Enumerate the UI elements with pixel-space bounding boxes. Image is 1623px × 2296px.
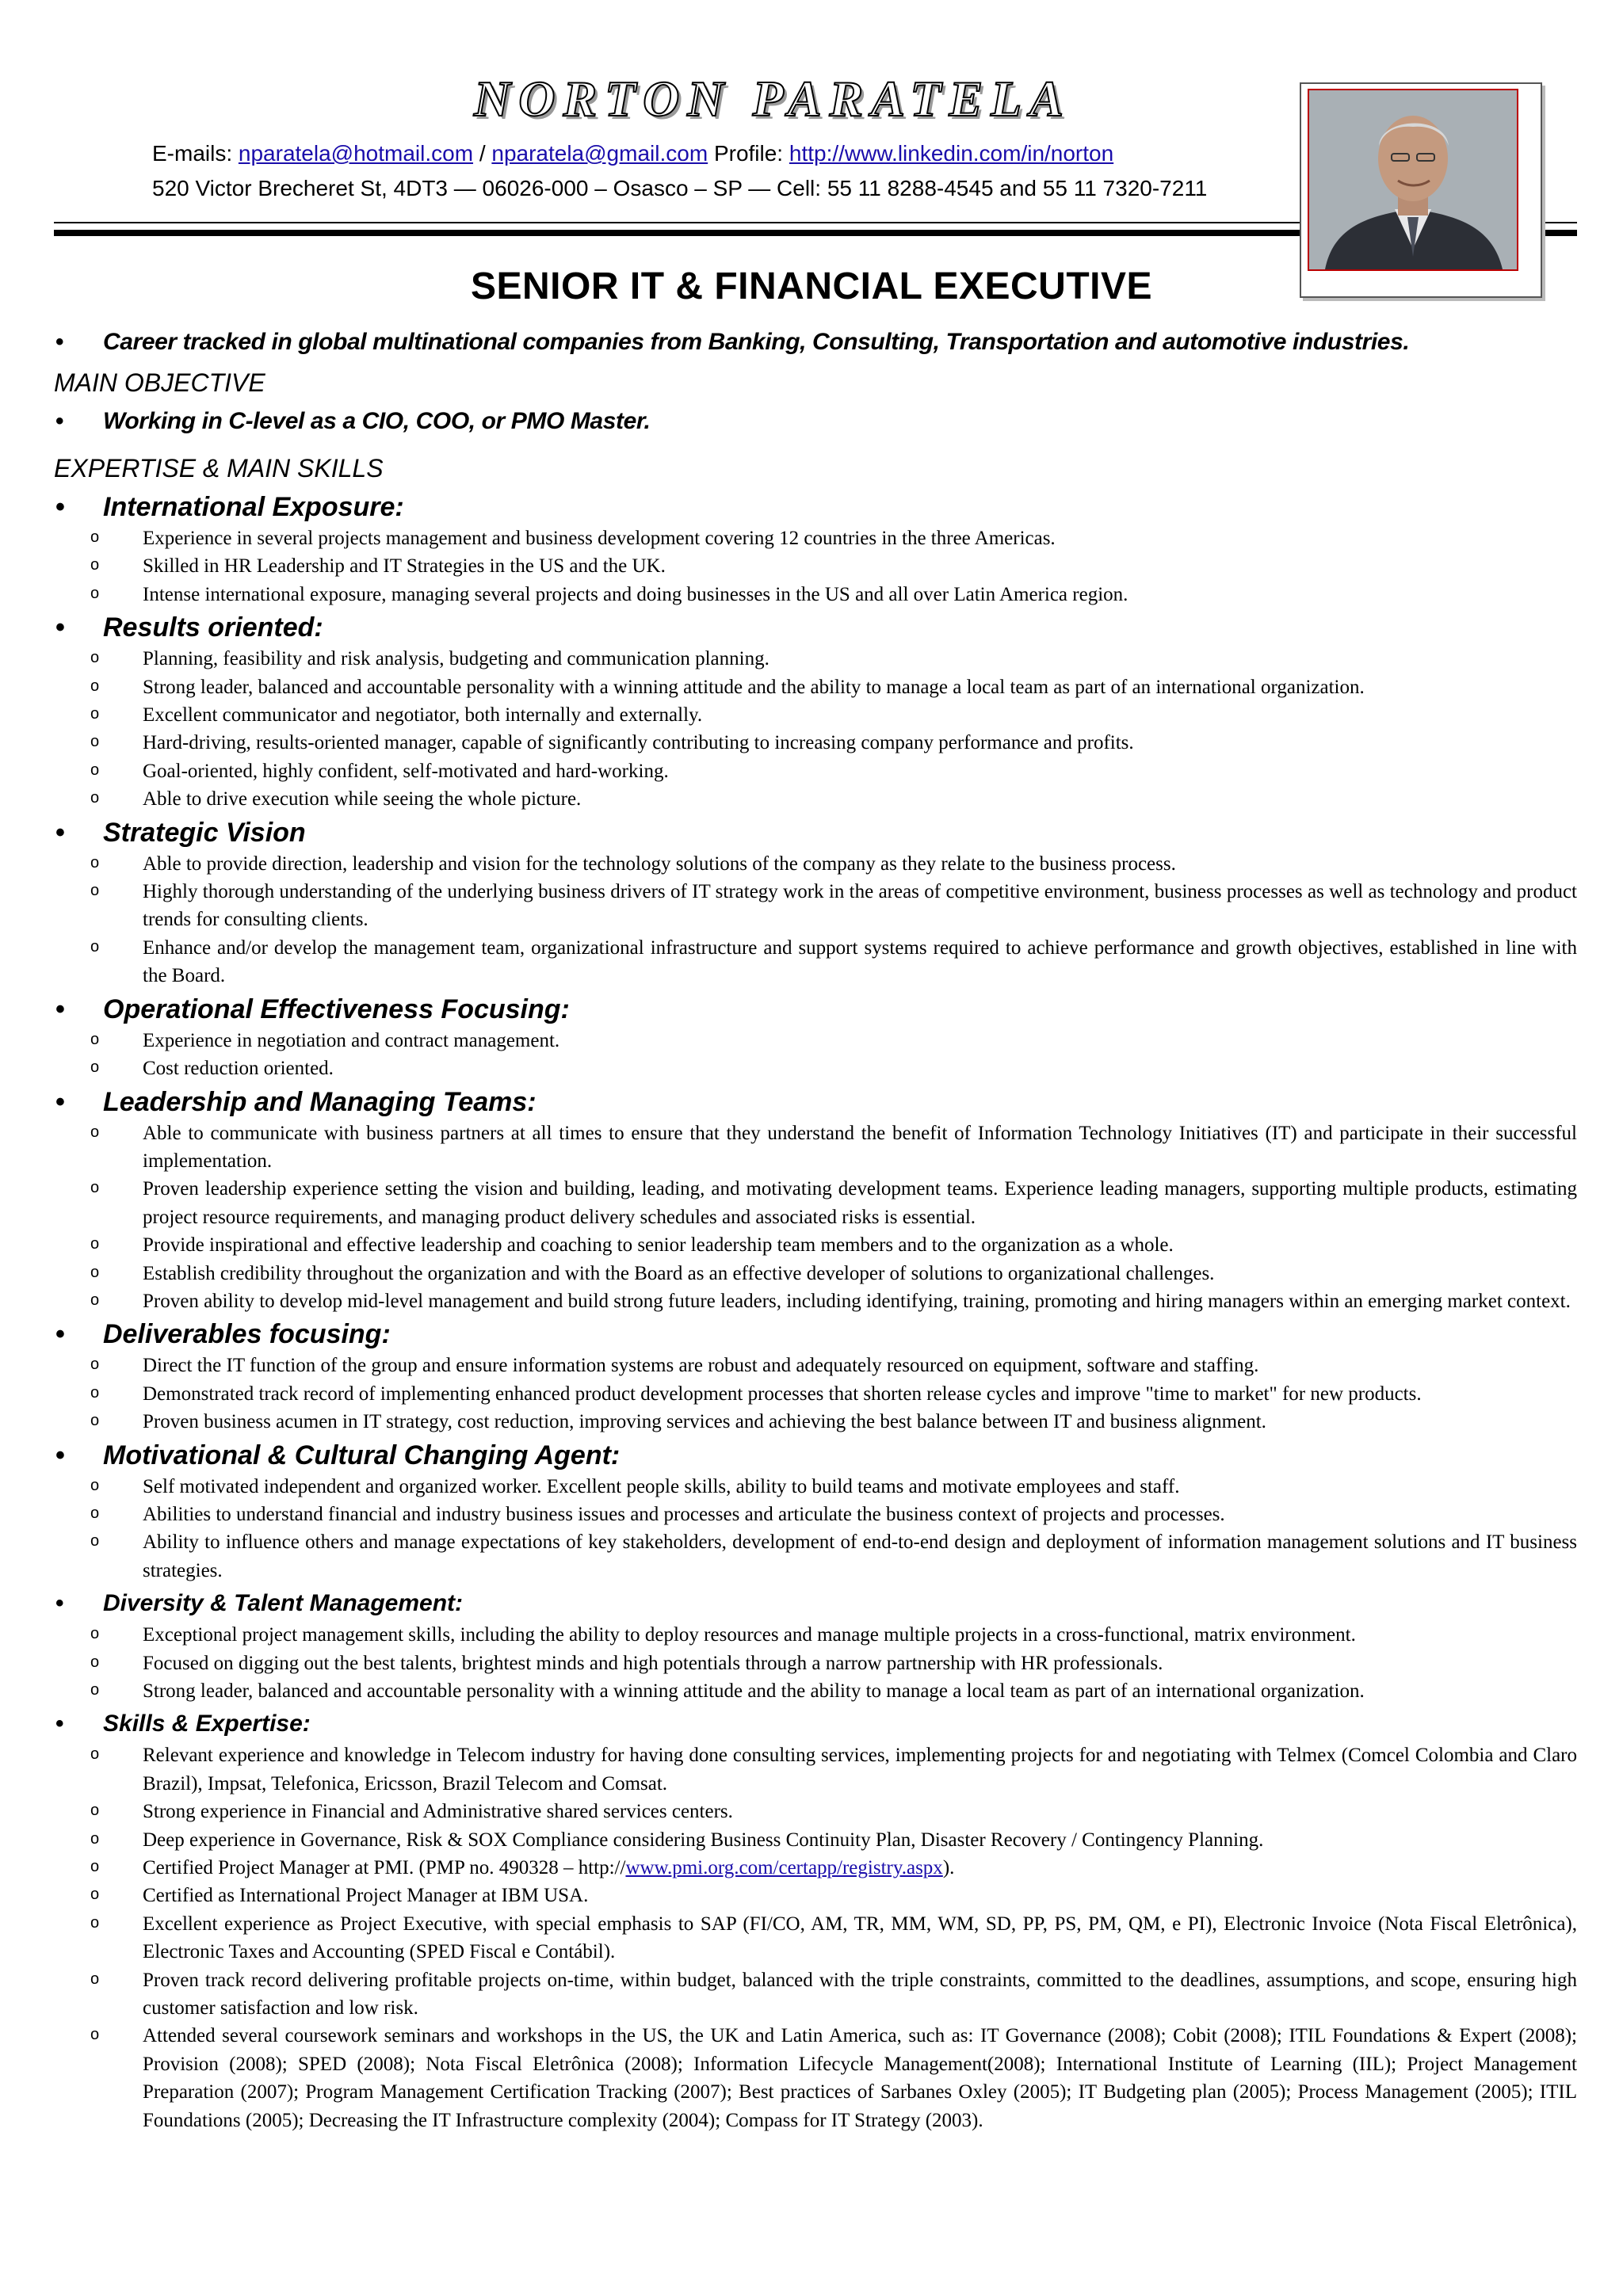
list-item: o Relevant experience and knowledge in Telecom industry for having done consulting services, implementing projects for and negotiating with Telmex (Comcel Colombia and Claro Brazil), Impsat, Telefonica, Ericsson, Brazil Telecom and Comsat. [54,1741,1577,1798]
bullet-icon: • [55,817,65,848]
list-item: o Cost reduction oriented. [54,1055,1577,1082]
item-list [54,1741,1577,2134]
section-deliverables [54,1317,1577,1436]
section-diversity [54,1586,1577,1705]
section-motivational [54,1438,1577,1585]
list-item: o Demonstrated track record of implementing enhanced product development processes that shorten release cycles and improve "time to market" for new products. [54,1380,1577,1408]
list-item: o Proven ability to develop mid-level management and build strong future leaders, including identifying, training, promoting and hiring managers within an emerging market context. [54,1287,1577,1315]
list-item: o Strong leader, balanced and accountable personality with a winning attitude and the ability to manage a local team as part of an international organization. [54,1677,1577,1705]
career-summary-text: Career tracked in global multinational companies from Banking, Consulting, Transportation and automotive industries. [103,329,1410,355]
pmi-registry-link[interactable]: www.pmi.org.com/certapp/registry.aspx [625,1857,943,1879]
portrait-image [1308,89,1518,271]
email-link-hotmail[interactable]: nparatela@hotmail.com [238,141,474,166]
bullet-icon: • [55,1319,65,1350]
objective-text: Working in C-level as a CIO, COO, or PMO Master. [103,408,651,434]
list-item: o Able to communicate with business partners at all times to ensure that they understand the benefit of Information Technology Initiatives (IT) and participate in their successful implementation. [54,1119,1577,1176]
list-item: o Strong leader, balanced and accountable personality with a winning attitude and the ability to manage a local team as part of an international organization. [54,673,1577,701]
section-operational-effectiveness [54,992,1577,1083]
bullet-icon: • [55,329,64,355]
item-list [54,524,1577,608]
profile-label: Profile: [713,141,784,166]
list-item: o Focused on digging out the best talents, brightest minds and high potentials through a narrow partnership with HR professionals. [54,1650,1577,1677]
list-item: o Excellent communicator and negotiator, both internally and externally. [54,701,1577,729]
list-item: o Able to provide direction, leadership and vision for the technology solutions of the company as they relate to the business process. [54,850,1577,878]
section-title: • Skills & Expertise: [54,1707,1577,1741]
list-item: o Establish credibility throughout the organization and with the Board as an effective developer of solutions to organizational challenges. [54,1260,1577,1287]
section-results-oriented [54,610,1577,813]
expertise-heading: EXPERTISE & MAIN SKILLS [54,454,384,482]
bullet-icon: • [55,612,65,643]
resume-body [54,325,1577,2134]
list-item: o Attended several coursework seminars and workshops in the US, the UK and Latin America, such as: IT Governance (2008); Cobit (2008); ITIL Foundations & Expert (2008); Provision (2008); SPED (2008); Nota Fiscal Eletrônica (2008); Information Lifecycle Management(2008); International Institute of Learning (IIL); Project Management Preparation (2007); Program Management Certification Tracking (2007); Best practices of Sarbanes Oxley (2005); IT Budgeting plan (2005); Process Management (2005); ITIL Foundations (2005); Decreasing the IT Infrastructure complexity (2004); Compass for IT Strategy (2003). [54,2022,1577,2134]
section-strategic-vision [54,815,1577,990]
list-item: o Proven track record delivering profitable projects on-time, within budget, balanced with the triple constraints, committed to the deadlines, assumptions, and scope, ensuring high customer satisfaction and low risk. [54,1966,1577,2023]
item-list [54,1119,1577,1316]
bullet-icon: • [55,1590,64,1617]
list-item: o Deep experience in Governance, Risk & SOX Compliance considering Business Continuity Plan, Disaster Recovery / Contingency Planning. [54,1826,1577,1854]
list-item: o Direct the IT function of the group and ensure information systems are robust and adequately resourced on equipment, software and staffing. [54,1352,1577,1379]
list-item: o Highly thorough understanding of the underlying business drivers of IT strategy work in the areas of competitive environment, business processes as well as technology and product trends for consulting clients. [54,878,1577,934]
section-title: • Strategic Vision [54,815,1577,850]
email-separator: / [479,141,486,166]
bullet-icon: • [55,492,65,522]
portrait-icon [1309,90,1517,269]
item-list [54,850,1577,990]
list-item: o Excellent experience as Project Executive, with special emphasis to SAP (FI/CO, AM, TR, MM, WM, SD, PP, PS, PM, QM, e PI), Electronic Invoice (Nota Fiscal Eletrônica), Electronic Taxes and Accounting (SPED Fiscal e Contábil). [54,1910,1577,1966]
item-list [54,1027,1577,1083]
list-item: o Self motivated independent and organized worker. Excellent people skills, ability to build teams and motivate employees and staff. [54,1473,1577,1501]
address-line: 520 Victor Brecheret St, 4DT3 — 06026-000 – Osasco – SP — Cell: 55 11 8288-4545 and 55 11 7320-7211 [152,176,1208,200]
list-item: o Proven leadership experience setting the vision and building, leading, and motivating development teams. Experience leading managers, supporting multiple products, estimating project resource requirements, and managing product delivery schedules and associated risks is essential. [54,1175,1577,1231]
list-item: o Goal-oriented, highly confident, self-motivated and hard-working. [54,757,1577,785]
list-item: o Ability to influence others and manage expectations of key stakeholders, development of end-to-end design and deployment of information management solutions and IT business strategies. [54,1528,1577,1585]
section-leadership [54,1085,1577,1316]
linkedin-profile-link[interactable]: http://www.linkedin.com/in/norton [789,141,1114,166]
list-item: o Abilities to understand financial and industry business issues and processes and articulate the business context of projects and processes. [54,1501,1577,1528]
bullet-icon: • [55,1711,64,1737]
item-list [54,1473,1577,1585]
resume-title: SENIOR IT & FINANCIAL EXECUTIVE [470,265,1153,307]
list-item: o Intense international exposure, managing several projects and doing businesses in the US and all over Latin America region. [54,581,1577,608]
item-list [54,645,1577,813]
email-link-gmail[interactable]: nparatela@gmail.com [491,141,708,166]
section-title: • Diversity & Talent Management: [54,1586,1577,1621]
career-summary [54,325,1577,360]
list-item: o Exceptional project management skills, including the ability to deploy resources and manage multiple projects in a cross-functional, matrix environment. [54,1621,1577,1649]
candidate-name: NORTON PARATELA [474,71,1071,127]
section-title: • International Exposure: [54,490,1577,524]
section-title: • Deliverables focusing: [54,1317,1577,1352]
list-item-pmp: o Certified Project Manager at PMI. (PMP no. 490328 – http://www.pmi.org.com/certapp/registry.aspx). [54,1854,1577,1882]
list-item: o Hard-driving, results-oriented manager, capable of significantly contributing to increasing company performance and profits. [54,729,1577,757]
objective-item [54,404,1577,439]
item-list [54,1621,1577,1705]
section-title: • Results oriented: [54,610,1577,645]
item-list [54,1352,1577,1436]
list-item: o Enhance and/or develop the management team, organizational infrastructure and support systems required to achieve performance and growth objectives, established in line with the Board. [54,934,1577,990]
list-item: o Certified as International Project Manager at IBM USA. [54,1882,1577,1909]
list-item: o Experience in several projects management and business development covering 12 countries in the three Americas. [54,524,1577,552]
section-title: • Operational Effectiveness Focusing: [54,992,1577,1027]
list-item: o Provide inspirational and effective leadership and coaching to senior leadership team members and to the organization as a whole. [54,1231,1577,1259]
bullet-icon: • [55,1440,65,1470]
list-item: o Strong experience in Financial and Administrative shared services centers. [54,1798,1577,1825]
list-item: o Experience in negotiation and contract management. [54,1027,1577,1055]
bullet-icon: • [55,994,65,1024]
section-international-exposure [54,490,1577,608]
bullet-icon: • [55,408,64,434]
section-skills-expertise [54,1707,1577,2134]
section-title: • Leadership and Managing Teams: [54,1085,1577,1119]
section-title: • Motivational & Cultural Changing Agent: [54,1438,1577,1473]
bullet-icon: • [55,1086,65,1117]
emails-label: E-mails: [152,141,233,166]
list-item: o Proven business acumen in IT strategy, cost reduction, improving services and achieving the best balance between IT and business alignment. [54,1408,1577,1436]
list-item: o Planning, feasibility and risk analysis, budgeting and communication planning. [54,645,1577,673]
objective-heading: MAIN OBJECTIVE [54,368,265,397]
list-item: o Able to drive execution while seeing the whole picture. [54,785,1577,813]
email-line [152,141,1198,166]
list-item: o Skilled in HR Leadership and IT Strategies in the US and the UK. [54,552,1577,580]
